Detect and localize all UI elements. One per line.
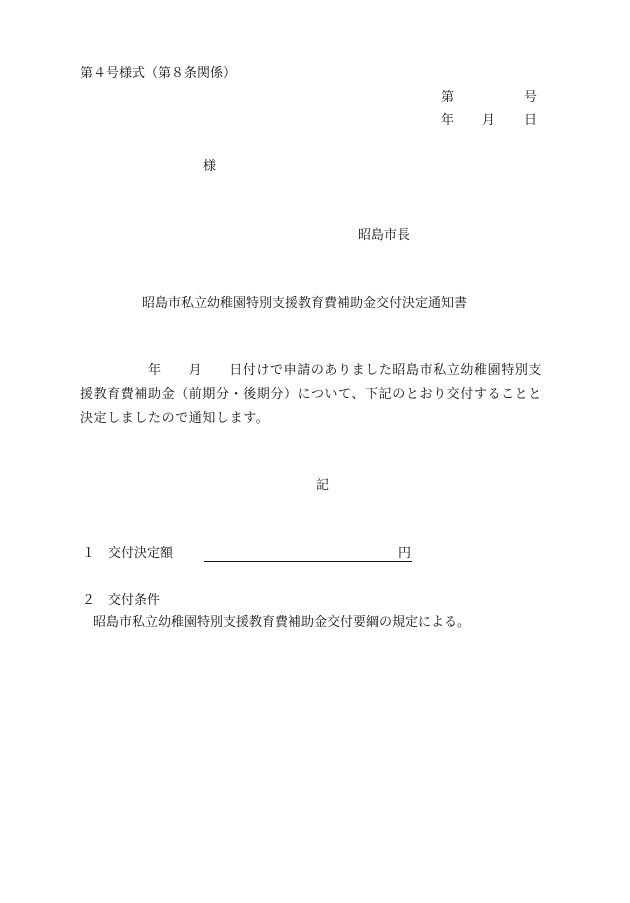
amount-unit: 円 <box>398 546 412 561</box>
notice-body <box>80 359 550 431</box>
body-month-label: 月 <box>188 363 203 378</box>
document-number-suffix: 号 <box>524 90 538 105</box>
amount-underline <box>204 561 412 562</box>
date-day-label: 日 <box>524 113 538 128</box>
date-year-label: 年 <box>441 113 455 128</box>
item-1-number: １ <box>82 546 96 561</box>
document-number-prefix: 第 <box>441 90 455 105</box>
form-number-label: 第４号様式（第８条関係） <box>80 66 237 81</box>
item-2-label: 交付条件 <box>108 593 161 608</box>
ki-heading: 記 <box>316 478 330 493</box>
item-2-number: ２ <box>82 593 96 608</box>
issuer-name: 昭島市長 <box>358 228 411 243</box>
body-sentence: 日付けで申請のありました昭島市私立幼稚園特別支援教育費補助金（前期分・後期分）について、下記のとおり交付することと決定しましたので通知します。 <box>80 363 543 426</box>
item-1-label: 交付決定額 <box>108 546 174 561</box>
body-year-label: 年 <box>148 363 162 378</box>
addressee-honorific: 様 <box>203 159 217 174</box>
document-title: 昭島市私立幼稚園特別支援教育費補助金交付決定通知書 <box>142 296 468 311</box>
date-month-label: 月 <box>482 113 496 128</box>
item-2-detail: 昭島市私立幼稚園特別支援教育費補助金交付要綱の規定による。 <box>93 615 471 630</box>
